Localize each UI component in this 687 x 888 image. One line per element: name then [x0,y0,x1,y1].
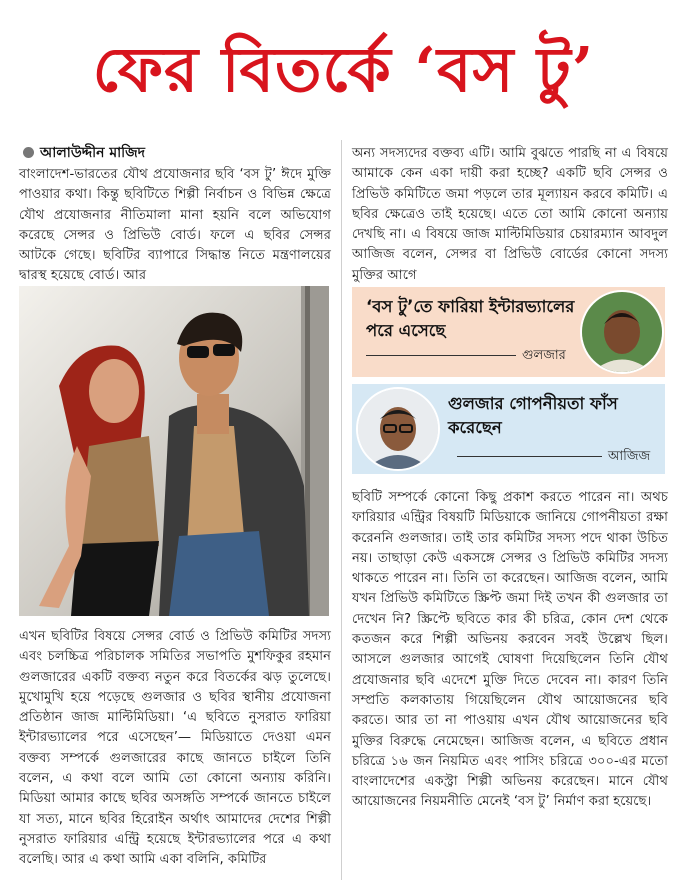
intro-paragraph: বাংলাদেশ-ভারতের যৌথ প্রযোজনার ছবি ‘বস টু’ ঈদে মুক্তি পাওয়ার কথা। কিন্তু ছবিটিতে শিল্পী নির্বাচন ও বিভিন্ন ক্ষেত্রে যৌথ প্রযোজনার নীতিমালা মানা হয়নি বলে অভিযোগ করেছে সেন্সর ও প্রিভিউ বোর্ড। ফলে এ ছবির সেন্সর আটকে গেছে। ছবিটির ব্যাপারে সিদ্ধান্ত নিতে মন্ত্রণালয়ের দ্বারস্থ হয়েছে বোর্ড। আর [19,167,331,284]
bullet-icon [23,147,34,158]
quote-attribution: গুলজার [522,348,566,363]
author-byline [23,143,333,163]
right-top-paragraph: অন্য সদস্যদের বক্তব্য এটি। আমি বুঝতে পারছি না এ বিষয়ে আমাকে কেন একা দায়ী করা হচ্ছে? একটি ছবি সেন্সর ও প্রিভিউ কমিটিতে জমা পড়লে তার মূল্যায়ন করবে কমিটি। এ ছবির ক্ষেত্রেও তাই হয়েছে। এতে তো আমি কোনো অন্যায় দেখছি না। এ বিষয়ে জাজ মাল্টিমিডিয়ার চেয়ারম্যান আবদুল আজিজ বলেন, সেন্সর বা প্রিভিউ বোর্ডের কোনো সদস্য মুক্তির আগে [352,146,668,283]
author-name: আলাউদ্দীন মাজিদ [40,145,146,161]
quote-rule [457,456,602,457]
aziz-avatar [356,387,440,471]
quote-text: গুলজার গোপনীয়তা ফাঁস করেছেন [448,394,618,437]
left-bottom-paragraph: এখন ছবিটির বিষয়ে সেন্সর বোর্ড ও প্রিভিউ কমিটির সদস্য এবং চলচ্চিত্র পরিচালক সমিতির সভাপতি মুশফিকুর রহমান গুলজারের একটি বক্তব্য নতুন করে বিতর্কের ঝড় তুলেছে। মুখোমুখি হয়ে পড়েছে গুলজার ও ছবির স্থানীয় প্রযোজনা প্রতিষ্ঠান জাজ মাল্টিমিডিয়া। ‘এ ছবিতে নুসরাত ফারিয়া ইন্টারভ্যালের পরে এসেছেন’— মিডিয়াতে দেওয়া এমন বক্তব্য সম্পর্কে গুলজারের কাছে জানতে চাইলে তিনি বলেন, এ কথা বলে আমি তো কোনো অন্যায় করিনি। মিডিয়া আমার কাছে ছবির অসঙ্গতি সম্পর্কে জানতে চাইলে যা সত্য, মানে ছবির হিরোইন অর্থাৎ আমাদের দেশের শিল্পী নুসরাত ফারিয়ার এন্ট্রি হয়েছে ইন্টারভ্যালের পরে এ কথা বলেছি। আর এ কথা আমি একা বলিনি, কমিটির [19,629,331,868]
quote-rule [366,355,516,356]
quote-text: ‘বস টু’তে ফারিয়া ইন্টারভ্যালের পরে এসেছে [366,297,575,340]
movie-still-photo [19,286,329,616]
quote-box-aziz [352,384,665,474]
column-divider [341,140,342,880]
gulzar-avatar [580,290,664,374]
quote-box-gulzar [352,287,665,377]
right-bottom-paragraph: ছবিটি সম্পর্কে কোনো কিছু প্রকাশ করতে পারেন না। অথচ ফারিয়ার এন্ট্রির বিষয়টি মিডিয়াকে জানিয়ে গোপনীয়তা রক্ষা করেননি গুলজার। তাই তার কমিটির সদস্য পদে থাকা উচিত নয়। তাছাড়া কেউ একসঙ্গে সেন্সর ও প্রিভিউ কমিটির সদস্য থাকতে পারেন না। তিনি তা করেছেন। আজিজ বলেন, আমি যখন প্রিভিউ কমিটিতে স্ক্রিপ্ট জমা দিই তখন কী গুলজার তা দেখেন নি? স্ক্রিপ্টে ছবিতে কার কী চরিত্র, কোন দেশ থেকে কতজন করে শিল্পী অভিনয় করবেন সবই উল্লেখ ছিল। আসলে গুলজার আগেই ঘোষণা দিয়েছিলেন তিনি যৌথ প্রযোজনার ছবি এদেশে মুক্তি দিতে দেবেন না। কারণ তিনি সম্প্রতি কলকাতায় গিয়েছিলেন যৌথ আয়োজনের ছবি করতে। আর তা না পাওয়ায় এখন যৌথ আয়োজনের ছবি মুক্তির বিরুদ্ধে নেমেছেন। আজিজ বলেন, এ ছবিতে প্রধান চরিত্রে ১৬ জন নিয়মিত এবং পাসিং চরিত্রে ৩০০-এর মতো বাংলাদেশের একস্ট্রা শিল্পী অভিনয় করেছেন। মানে যৌথ আয়োজনের নিয়মনীতি মেনেই ‘বস টু’ নির্মাণ করা হয়েছে। [352,490,668,810]
headline: ফের বিতর্কে ‘বস টু’ [92,33,595,106]
quote-attribution: আজিজ [608,449,651,464]
